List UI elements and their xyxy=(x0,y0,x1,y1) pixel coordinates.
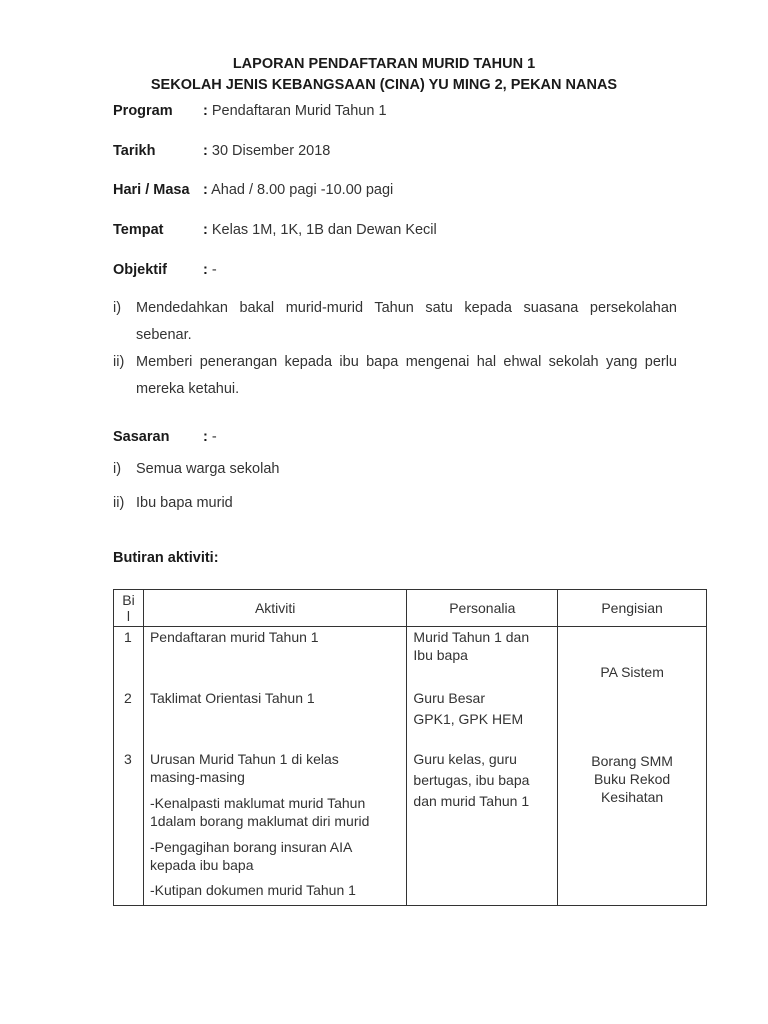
field-label: Objektif xyxy=(113,262,167,278)
header-bil-line: Bi xyxy=(122,592,135,608)
personalia-text: Murid Tahun 1 dan xyxy=(413,629,530,645)
header-aktiviti: Aktiviti xyxy=(143,590,406,627)
field-value xyxy=(203,222,437,238)
header-pengisian: Pengisian xyxy=(558,590,707,627)
objektif-item xyxy=(113,295,677,349)
header-bil-line: l xyxy=(126,608,131,624)
field-value xyxy=(203,103,387,119)
pengisian-cell xyxy=(558,627,707,906)
item-number: ii) xyxy=(113,495,125,511)
field-colon: : xyxy=(203,429,208,445)
field-value xyxy=(203,262,217,278)
table-header-row xyxy=(114,590,707,627)
activity-text: masing-masing xyxy=(149,769,245,785)
field-label: Program xyxy=(113,103,173,119)
sasaran-item xyxy=(113,456,677,483)
field-text: - xyxy=(211,429,217,445)
item-text-line: sebenar. xyxy=(136,327,192,343)
field-colon: : xyxy=(203,143,208,159)
field-text: 30 Disember 2018 xyxy=(211,143,331,159)
personalia-text: bertugas, ibu bapa xyxy=(413,772,530,788)
personalia-text: Ibu bapa xyxy=(413,647,468,663)
sasaran-item xyxy=(113,490,677,517)
field-value xyxy=(203,143,330,159)
item-text-line: Mendedahkan bakal murid-murid Tahun satu kepada suasana persekolahan xyxy=(136,300,677,316)
table-body-row xyxy=(114,627,707,906)
field-colon: : xyxy=(203,262,208,278)
aktiviti-cell xyxy=(143,627,406,906)
field-label: Tempat xyxy=(113,222,164,238)
activity-text: -Kutipan dokumen murid Tahun 1 xyxy=(149,882,356,898)
objektif-item xyxy=(113,349,677,403)
row-number: 3 xyxy=(124,751,132,767)
personalia-text: dan murid Tahun 1 xyxy=(413,793,530,809)
field-text: Pendaftaran Murid Tahun 1 xyxy=(211,103,387,119)
personalia-text: Guru Besar xyxy=(413,690,485,706)
field-label: Sasaran xyxy=(113,429,170,445)
item-text: Semua warga sekolah xyxy=(136,461,280,477)
field-colon: : xyxy=(203,182,208,198)
row-number: 1 xyxy=(124,629,132,645)
bil-cell xyxy=(114,627,144,906)
title-line-2: SEKOLAH JENIS KEBANGSAAN (CINA) YU MING 2, PEKAN NANAS xyxy=(150,77,618,93)
activity-text: Pendaftaran murid Tahun 1 xyxy=(149,629,319,645)
personalia-text: Guru kelas, guru xyxy=(413,751,517,767)
activity-text: 1dalam borang maklumat diri murid xyxy=(149,813,370,829)
title-line-1: LAPORAN PENDAFTARAN MURID TAHUN 1 xyxy=(232,56,536,72)
activity-table xyxy=(113,589,707,906)
item-number: i) xyxy=(113,461,122,477)
activity-text: -Kenalpasti maklumat murid Tahun xyxy=(149,795,366,811)
field-text: Kelas 1M, 1K, 1B dan Dewan Kecil xyxy=(211,222,437,238)
row-number: 2 xyxy=(124,690,132,706)
field-label: Hari / Masa xyxy=(113,182,190,198)
activity-text: Urusan Murid Tahun 1 di kelas xyxy=(149,751,339,767)
activity-text: kepada ibu bapa xyxy=(149,857,254,873)
activity-text: -Pengagihan borang insuran AIA xyxy=(149,839,353,855)
personalia-cell xyxy=(407,627,558,906)
field-value xyxy=(203,429,217,445)
butiran-title: Butiran aktiviti: xyxy=(113,550,219,566)
item-number: i) xyxy=(113,300,122,316)
field-text: Ahad / 8.00 pagi -10.00 pagi xyxy=(211,182,394,198)
item-text-line: Memberi penerangan kepada ibu bapa mengenai hal ehwal sekolah yang perlu xyxy=(136,354,677,370)
field-label: Tarikh xyxy=(113,143,156,159)
header-bil xyxy=(114,590,144,627)
field-text: - xyxy=(211,262,217,278)
pengisian-text: Buku Rekod xyxy=(593,771,671,787)
pengisian-text: Borang SMM xyxy=(591,753,673,769)
pengisian-text: PA Sistem xyxy=(600,664,664,680)
item-text-line: mereka ketahui. xyxy=(136,381,240,397)
header-personalia: Personalia xyxy=(407,590,558,627)
field-colon: : xyxy=(203,103,208,119)
item-number: ii) xyxy=(113,354,125,370)
pengisian-text: Kesihatan xyxy=(600,789,664,805)
personalia-text: GPK1, GPK HEM xyxy=(413,711,524,727)
field-value xyxy=(203,182,393,198)
field-colon: : xyxy=(203,222,208,238)
item-text: Ibu bapa murid xyxy=(136,495,233,511)
activity-text: Taklimat Orientasi Tahun 1 xyxy=(149,690,315,706)
